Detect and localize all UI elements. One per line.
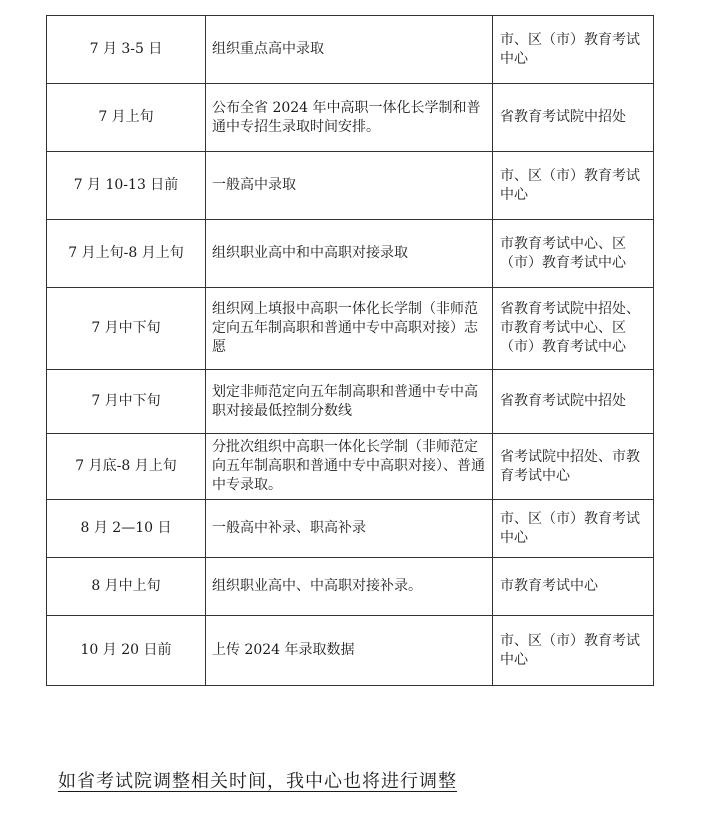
time-cell: 7 月上旬 — [47, 84, 206, 152]
table-row — [47, 220, 654, 288]
time-cell: 7 月底-8 月上旬 — [47, 434, 206, 500]
table-row — [47, 370, 654, 434]
task-cell: 一般高中录取 — [206, 152, 493, 220]
task-cell: 组织职业高中、中高职对接补录。 — [206, 558, 493, 616]
time-cell: 7 月 10-13 日前 — [47, 152, 206, 220]
time-cell: 7 月上旬-8 月上旬 — [47, 220, 206, 288]
table-row — [47, 16, 654, 84]
organizer-cell: 市、区（市）教育考试中心 — [493, 152, 654, 220]
organizer-cell: 市、区（市）教育考试中心 — [493, 16, 654, 84]
organizer-cell: 市教育考试中心 — [493, 558, 654, 616]
organizer-cell: 市、区（市）教育考试中心 — [493, 500, 654, 558]
task-cell: 组织重点高中录取 — [206, 16, 493, 84]
task-cell: 组织网上填报中高职一体化长学制（非师范定向五年制高职和普通中专中高职对接）志愿 — [206, 288, 493, 370]
task-cell: 上传 2024 年录取数据 — [206, 616, 493, 686]
organizer-cell: 省教育考试院中招处、市教育考试中心、区（市）教育考试中心 — [493, 288, 654, 370]
time-cell: 8 月中上旬 — [47, 558, 206, 616]
table-row — [47, 152, 654, 220]
time-cell: 7 月中下旬 — [47, 288, 206, 370]
time-cell: 7 月 3-5 日 — [47, 16, 206, 84]
table-row — [47, 558, 654, 616]
task-cell: 组织职业高中和中高职对接录取 — [206, 220, 493, 288]
task-cell: 一般高中补录、职高补录 — [206, 500, 493, 558]
table-row — [47, 84, 654, 152]
time-cell: 10 月 20 日前 — [47, 616, 206, 686]
organizer-cell: 省教育考试院中招处 — [493, 370, 654, 434]
time-cell: 7 月中下旬 — [47, 370, 206, 434]
footer-note: 如省考试院调整相关时间，我中心也将进行调整 — [58, 771, 457, 792]
table-row — [47, 434, 654, 500]
schedule-table — [46, 15, 654, 686]
task-cell: 分批次组织中高职一体化长学制（非师范定向五年制高职和普通中专中高职对接）、普通中专录取。 — [206, 434, 493, 500]
organizer-cell: 市教育考试中心、区（市）教育考试中心 — [493, 220, 654, 288]
table-row — [47, 500, 654, 558]
organizer-cell: 省教育考试院中招处 — [493, 84, 654, 152]
table-row — [47, 616, 654, 686]
task-cell: 划定非师范定向五年制高职和普通中专中高职对接最低控制分数线 — [206, 370, 493, 434]
table-row — [47, 288, 654, 370]
organizer-cell: 市、区（市）教育考试中心 — [493, 616, 654, 686]
time-cell: 8 月 2—10 日 — [47, 500, 206, 558]
organizer-cell: 省考试院中招处、市教育考试中心 — [493, 434, 654, 500]
task-cell: 公布全省 2024 年中高职一体化长学制和普通中专招生录取时间安排。 — [206, 84, 493, 152]
